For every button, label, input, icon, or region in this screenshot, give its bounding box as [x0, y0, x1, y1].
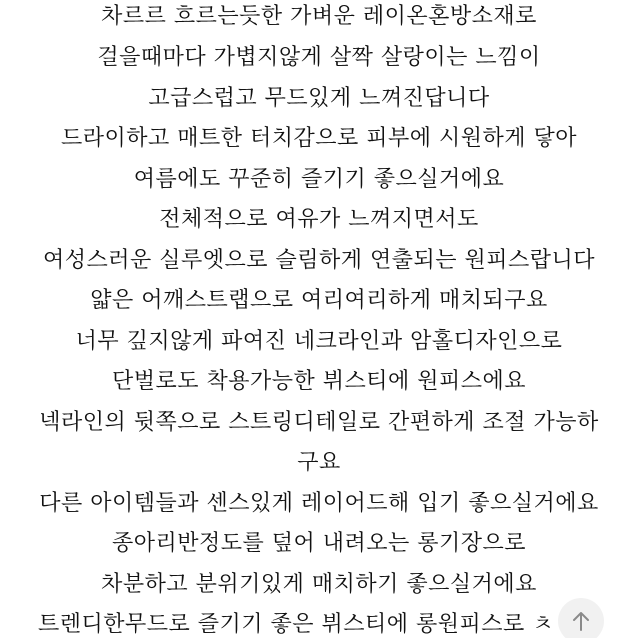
text-line: 차르르 흐르는듯한 가벼운 레이온혼방소재로 — [101, 4, 537, 29]
text-line: 고급스럽고 무드있게 느껴진답니다 — [148, 86, 490, 111]
text-line: 전체적으로 여유가 느껴지면서도 — [159, 207, 479, 232]
text-line: 종아리반정도를 덮어 내려오는 롱기장으로 — [111, 531, 527, 556]
text-line: 여성스러운 실루엣으로 슬림하게 연출되는 원피스랍니다 — [42, 248, 596, 273]
text-line: 다른 아이템들과 센스있게 레이어드해 입기 좋으실거에요 — [39, 491, 599, 516]
arrow-up-icon — [571, 610, 591, 632]
text-line: 여름에도 꾸준히 즐기기 좋으실거에요 — [133, 167, 505, 192]
text-line: 드라이하고 매트한 터치감으로 피부에 시원하게 닿아 — [60, 126, 577, 151]
text-line: 단벌로도 착용가능한 뷔스티에 원피스에요 — [111, 369, 527, 394]
text-line: 너무 깊지않게 파여진 네크라인과 암홀디자인으로 — [75, 329, 563, 354]
text-line: 걸을때마다 가볍지않게 살짝 살랑이는 느낌이 — [97, 45, 541, 70]
text-line: 넥라인의 뒷쪽으로 스트링디테일로 간편하게 조절 가능하 — [39, 410, 599, 435]
text-line: 구요 — [297, 450, 341, 475]
scroll-to-top-button[interactable] — [558, 598, 604, 638]
text-line: 얇은 어깨스트랩으로 여리여리하게 매치되구요 — [90, 288, 548, 313]
text-line: 트렌디한무드로 즐기기 좋은 뷔스티에 롱원피스로 ㅊ — [38, 612, 555, 637]
text-line: 차분하고 분위기있게 매치하기 좋으실거에요 — [101, 572, 537, 597]
